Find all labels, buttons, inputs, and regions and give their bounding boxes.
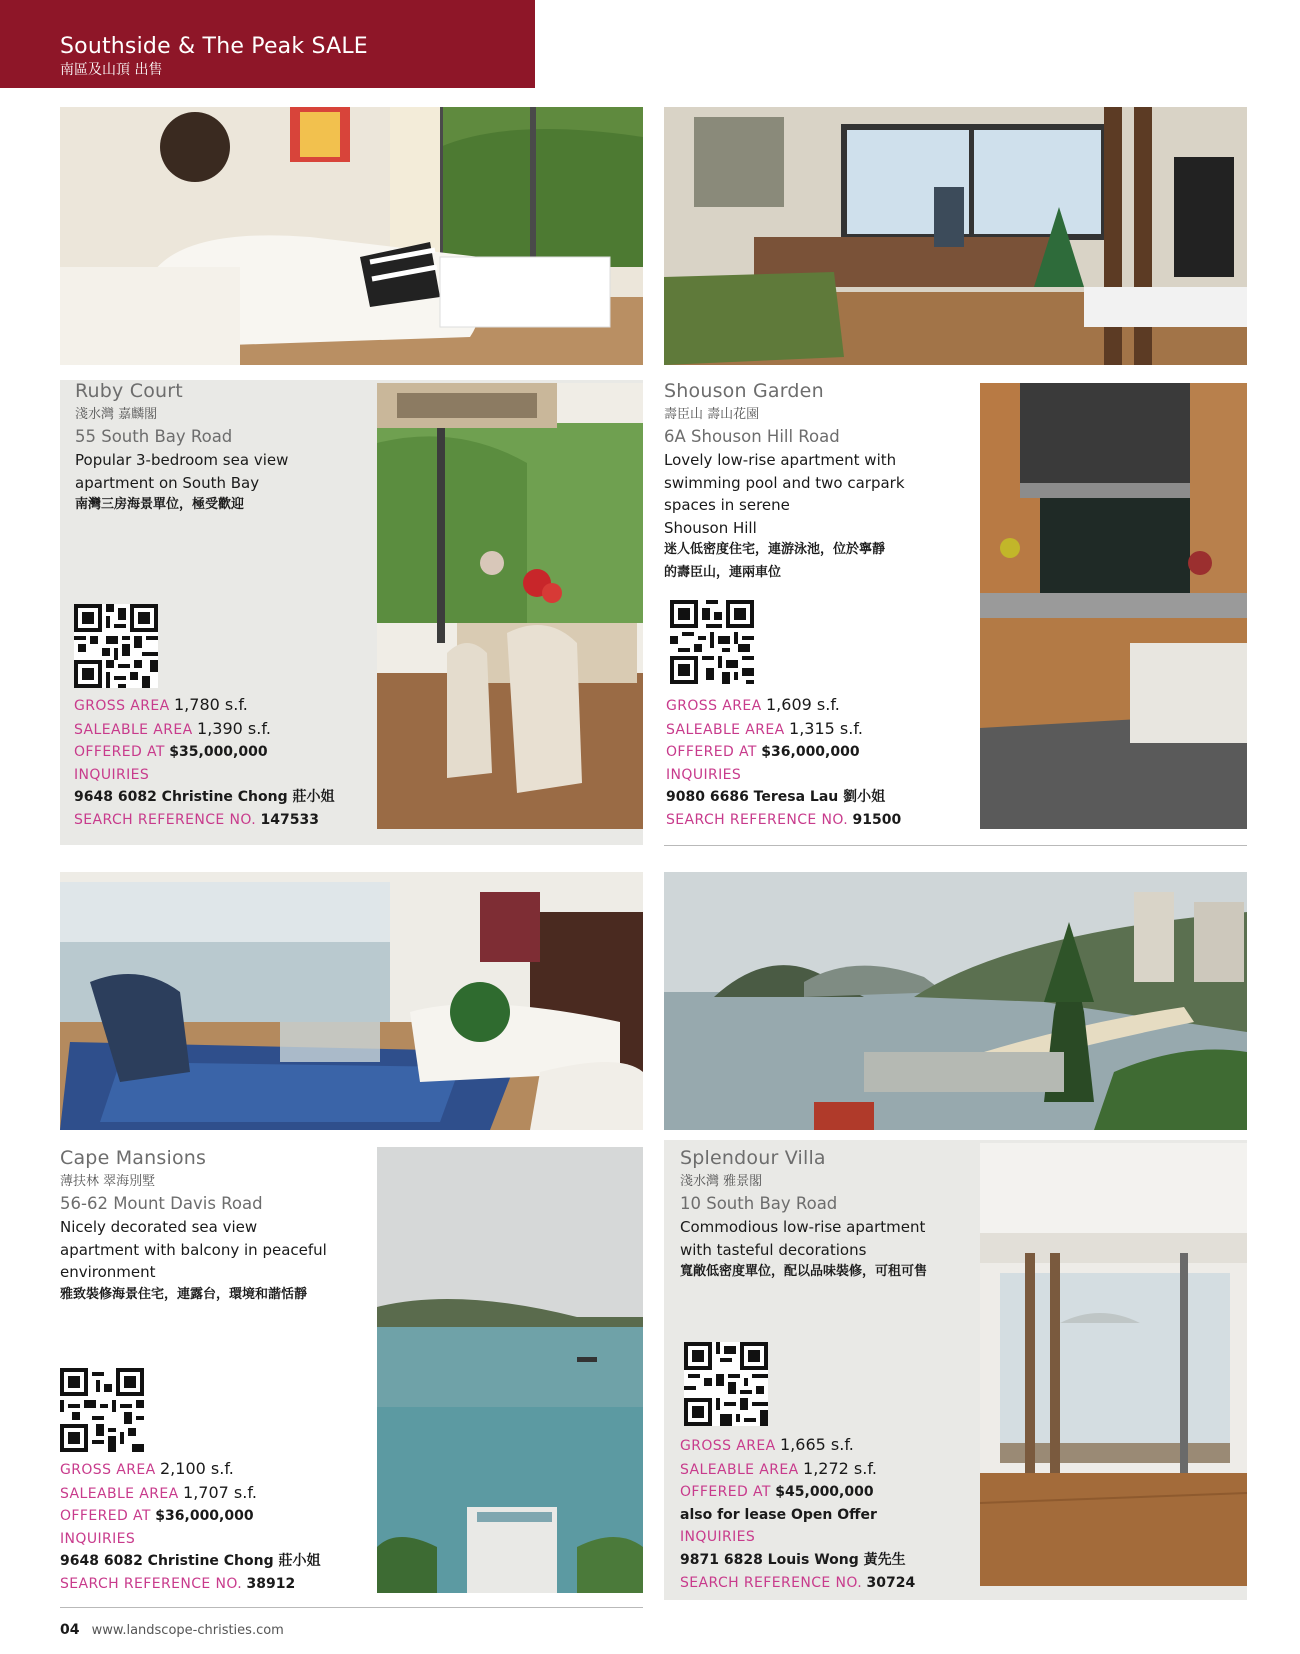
- saleable-area-label: SALEABLE AREA: [666, 721, 785, 738]
- search-ref-label: SEARCH REFERENCE NO.: [74, 811, 257, 828]
- search-ref-label: SEARCH REFERENCE NO.: [666, 811, 849, 828]
- listing-address: 56-62 Mount Davis Road: [60, 1194, 263, 1213]
- listing-photo-living-room: [60, 872, 643, 1130]
- section-subtitle-cn: 南區及山頂 出售: [60, 62, 163, 78]
- listing-name: Ruby Court: [75, 380, 183, 402]
- gross-area-value: 1,609 s.f.: [766, 695, 840, 714]
- listing-facts: [74, 694, 335, 832]
- listing-name: Shouson Garden: [664, 380, 824, 402]
- section-title: Southside & The Peak SALE: [60, 34, 368, 59]
- search-ref-value: 91500: [852, 811, 902, 828]
- desc-line-cn: 迷人低密度住宅，連游泳池，位於寧靜: [664, 542, 886, 557]
- inquiries-label: INQUIRIES: [60, 1530, 136, 1547]
- contact-info[interactable]: 9080 6686 Teresa Lau 劉小姐: [666, 789, 886, 806]
- price-value: $45,000,000: [775, 1484, 874, 1501]
- listing-facts: [666, 694, 901, 832]
- listing-name-cn: 淺水灣 雅景閣: [680, 1174, 763, 1189]
- listing-address: 10 South Bay Road: [680, 1194, 838, 1213]
- desc-line-cn: 的壽臣山，連兩車位: [664, 564, 782, 580]
- section-header: [0, 0, 535, 88]
- listing-name-cn: 薄扶林 翠海別墅: [60, 1174, 156, 1189]
- price-label: OFFERED AT: [666, 744, 757, 761]
- contact-info[interactable]: 9648 6082 Christine Chong 莊小姐: [60, 1553, 321, 1570]
- qr-code[interactable]: [60, 1368, 144, 1452]
- desc-line: Nicely decorated sea view: [60, 1218, 258, 1236]
- saleable-area-value: 1,707 s.f.: [183, 1482, 257, 1502]
- saleable-area-label: SALEABLE AREA: [680, 1461, 799, 1478]
- price-label: OFFERED AT: [60, 1508, 151, 1525]
- desc-line: swimming pool and two carpark: [664, 473, 905, 492]
- listing-name: Cape Mansions: [60, 1147, 207, 1169]
- saleable-area-label: SALEABLE AREA: [74, 721, 193, 738]
- search-ref-label: SEARCH REFERENCE NO.: [680, 1574, 863, 1591]
- divider: [664, 845, 1247, 846]
- desc-line-cn: 南灣三房海景單位，極受歡迎: [75, 497, 245, 512]
- price-value: $36,000,000: [761, 744, 860, 761]
- inquiries-label: INQUIRIES: [680, 1529, 756, 1546]
- price-value: $35,000,000: [169, 744, 268, 761]
- listing-address: 55 South Bay Road: [75, 427, 233, 446]
- desc-line-cn: 雅致裝修海景住宅，連露台，環境和諧恬靜: [60, 1286, 308, 1302]
- gross-area-label: GROSS AREA: [60, 1462, 156, 1478]
- search-ref-label: SEARCH REFERENCE NO.: [60, 1575, 243, 1592]
- gross-area-label: GROSS AREA: [74, 698, 170, 714]
- saleable-area-value: 1,315 s.f.: [789, 718, 863, 738]
- listing-photo-bay-view: [664, 872, 1247, 1130]
- desc-line: apartment with balcony in peaceful: [60, 1240, 327, 1259]
- contact-info[interactable]: 9648 6082 Christine Chong 莊小姐: [74, 789, 335, 806]
- desc-line: Lovely low-rise apartment with: [664, 451, 897, 469]
- listing-description: [664, 449, 964, 584]
- qr-code[interactable]: [670, 600, 754, 684]
- gross-area-label: GROSS AREA: [666, 698, 762, 714]
- search-ref-value: 30724: [866, 1574, 916, 1591]
- desc-line: with tasteful decorations: [680, 1240, 867, 1259]
- inquiries-label: INQUIRIES: [74, 766, 150, 783]
- listing-name: Splendour Villa: [680, 1147, 826, 1169]
- listing-photo-interior: [980, 1143, 1247, 1586]
- page-footer: [60, 1622, 284, 1638]
- page-number: 04: [60, 1622, 80, 1638]
- listing-description: [60, 1216, 360, 1306]
- price-value: $36,000,000: [155, 1508, 254, 1525]
- price-label: OFFERED AT: [680, 1484, 771, 1501]
- listing-description: [680, 1216, 975, 1284]
- inquiries-label: INQUIRIES: [666, 766, 742, 783]
- desc-line: Shouson Hill: [664, 518, 757, 537]
- desc-line: Popular 3-bedroom sea view: [75, 451, 289, 469]
- listing-address: 6A Shouson Hill Road: [664, 427, 840, 446]
- lease-note: also for lease Open Offer: [680, 1506, 877, 1523]
- listing-photo-dining-room: [377, 383, 643, 829]
- desc-line: environment: [60, 1263, 156, 1281]
- price-label: OFFERED AT: [74, 744, 165, 761]
- desc-line: apartment on South Bay: [75, 473, 260, 492]
- website-link[interactable]: www.landscope-christies.com: [91, 1623, 284, 1638]
- qr-code[interactable]: [74, 604, 158, 688]
- listing-photo-kitchen: [980, 383, 1247, 829]
- gross-area-value: 2,100 s.f.: [160, 1459, 234, 1478]
- qr-code[interactable]: [684, 1342, 768, 1426]
- listing-facts: [680, 1434, 915, 1594]
- listing-name-cn: 壽臣山 壽山花園: [664, 407, 760, 422]
- desc-line-cn: 寬敞低密度單位，配以品味裝修，可租可售: [680, 1264, 928, 1279]
- desc-line: spaces in serene: [664, 496, 790, 514]
- saleable-area-value: 1,390 s.f.: [197, 718, 271, 738]
- gross-area-label: GROSS AREA: [680, 1438, 776, 1454]
- divider: [60, 1607, 643, 1608]
- gross-area-value: 1,665 s.f.: [780, 1435, 854, 1454]
- listing-photo-living-room: [664, 107, 1247, 365]
- listing-description: [75, 449, 365, 517]
- saleable-area-label: SALEABLE AREA: [60, 1485, 179, 1502]
- search-ref-value: 147533: [260, 811, 319, 828]
- search-ref-value: 38912: [246, 1575, 296, 1592]
- desc-line: Commodious low-rise apartment: [680, 1218, 926, 1236]
- listing-facts: [60, 1458, 321, 1596]
- listing-photo-living-room: [60, 107, 643, 365]
- gross-area-value: 1,780 s.f.: [174, 695, 248, 714]
- listing-name-cn: 淺水灣 嘉麟閣: [75, 407, 158, 422]
- saleable-area-value: 1,272 s.f.: [803, 1458, 877, 1478]
- contact-info[interactable]: 9871 6828 Louis Wong 黃先生: [680, 1551, 906, 1568]
- listing-photo-sea-view: [377, 1147, 643, 1593]
